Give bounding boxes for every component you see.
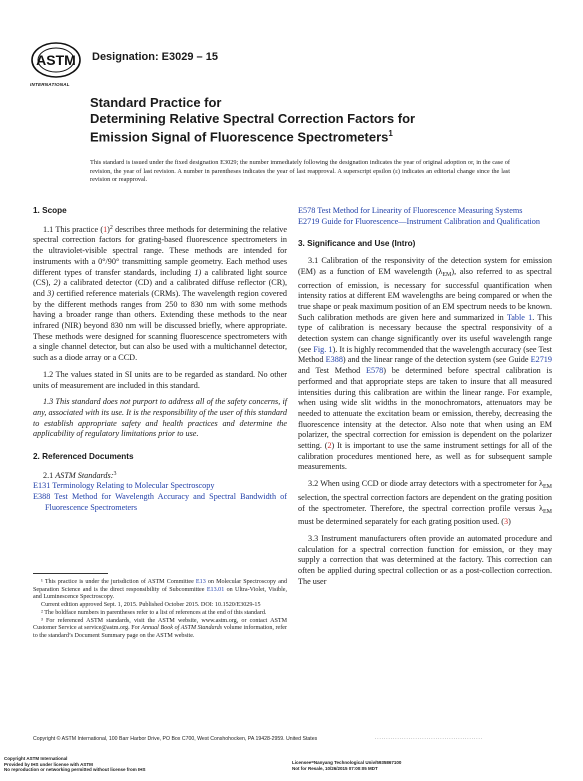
logo-subtitle: INTERNATIONAL: [30, 82, 70, 87]
copyright-line: Copyright © ASTM International, 100 Barr Harbor Drive, PO Box C700, West Conshohocken, PA 19428-2959. United States: [33, 736, 318, 742]
logo-text: ASTM: [36, 52, 76, 68]
reference-e131: E131 Terminology Relating to Molecular Spectroscopy: [33, 481, 215, 491]
footer-dots: ................................................: [375, 736, 483, 741]
link-table-1[interactable]: Table 1: [506, 312, 533, 322]
document-title: [90, 95, 510, 145]
link-e13[interactable]: E13: [195, 579, 206, 585]
footnote-mark-3: 3: [113, 470, 117, 477]
title-line-1: Standard Practice for: [90, 95, 222, 110]
reference-e388: E388 Test Method for Wavelength Accuracy and Spectral Bandwidth of Fluorescence Spectrometers: [33, 492, 287, 512]
standard-intro-note: This standard is issued under the fixed designation E3029; the number immediately following the designation indicates the year of original adoption or, in the case of revision, the year of last revision. A number in parentheses indicates the year of last reapproval. A superscript epsilon (ε) indicates an editorial change since the last revision or reapproval.: [90, 159, 510, 184]
footnote-mark-2: 2: [109, 224, 113, 231]
reference-link-3[interactable]: 3: [504, 517, 509, 527]
paragraph-3-1: 3.1 Calibration of the responsivity of the detection system for emission (EM) as a function of EM wavelength $(\lambda_{EM})$, also referred to as spectral correction of emission, is necessary for successful quantification when intensity ratios at different EM wavelengths are being compared or when the true shape or peak maximum position of an EM spectrum needs to be known. Such calibration methods are given here and summarized in Table 1. This type of calibration is necessary because the spectral responsivity of a detection system can change significantly over its useful wavelength range (see Fig. 1). It is highly recommended that the wavelength accuracy (see Test Method E388) and the linear range of the detection system (see Guide E2719 and Test Method E578) be determined before spectral calibration is performed and that appropriate steps are taken to insure that all measured intensities during this calibration are within the linear range. For example, when using wide slit widths in the monochromators, attenuators may be needed to attenuate the excitation beam or emission, thereby, decreasing the fluorescence intensity at the detector. Also note that when using an EM polarizer, the spectral correction for emission is dependent on the polarizer setting. (2) It is important to use the same instrument settings for all of the calibration procedures mentioned here, as well as for subsequent sample measurements.: [298, 256, 553, 472]
section-scope-heading: 1. Scope: [33, 206, 67, 215]
paragraph-2-1: 2.1 ASTM Standards:$^3$: [43, 470, 117, 480]
link-e131[interactable]: E131: [33, 481, 51, 491]
title-line-2: Determining Relative Spectral Correction Factors for: [90, 110, 416, 126]
reference-e578: E578 Test Method for Linearity of Fluorescence Measuring Systems: [298, 206, 523, 215]
paragraph-1-2: 1.2 The values stated in SI units are to be regarded as standard. No other units of measurement are included in this standard.: [33, 369, 287, 390]
footnote-1-edition: Current edition approved Sept. 1, 2015. Published October 2015. DOI: 10.1520/E3029-15: [41, 602, 261, 609]
footnotes: [33, 579, 287, 641]
title-footnote-mark: 1: [388, 129, 393, 138]
link-fig-1[interactable]: Fig. 1: [313, 344, 333, 354]
section-significance-heading: 3. Significance and Use (Intro): [298, 239, 416, 249]
paragraph-3-2: 3.2 When using CCD or diode array detectors with a spectrometer for $\lambda_{EM}$ selection, the spectral correction factors are dependent on the grating position of the spectrometer. Therefore, the spectral correction profile versus $\lambda_{EM}$ must be determined separately for each grating position used. (3): [298, 479, 552, 527]
link-e578-inline[interactable]: E578: [365, 366, 384, 376]
footnote-2: ² The boldface numbers in parentheses refer to a list of references at the end of this standard.: [41, 609, 267, 616]
reference-e2719: E2719 Guide for Fluorescence—Instrument Calibration and Qualification: [298, 216, 540, 226]
paragraph-1-3: 1.3 This standard does not purport to address all of the safety concerns, if any, associated with its use. It is the responsibility of the user of this standard to establish appropriate safety and health practices and determine the applicability of regulatory limitations prior to use.: [33, 397, 287, 439]
title-line-3-text: Emission Signal of Fluorescence Spectrometers: [90, 129, 389, 145]
title-line-3: [90, 126, 510, 145]
astm-logo: [30, 40, 82, 80]
link-e2719-inline[interactable]: E2719: [530, 355, 552, 365]
reference-link-2[interactable]: 2: [327, 441, 332, 451]
right-column: [298, 206, 552, 588]
license-left: Copyright ASTM International Provided by IHS under license with ASTM No reproduction or networking permitted without license from IHS: [4, 756, 146, 773]
link-e388[interactable]: E388: [33, 492, 51, 502]
footnote-3: ³ For referenced ASTM standards, visit the ASTM website, www.astm.org, or contact ASTM Customer Service at service@astm.org. For Annual Book of ASTM Standards volume information, refer to the standard’s Document Summary page on the ASTM website.: [33, 617, 288, 639]
reference-link-1[interactable]: 1: [103, 224, 108, 234]
left-column: [33, 206, 287, 514]
license-right: Licensee=Nanyang Technological Univ/5935867100 Not for Resale, 10/26/2015 07:00:05 MDT: [292, 760, 402, 771]
link-e2719[interactable]: E2719: [298, 216, 320, 226]
link-e578[interactable]: E578: [298, 206, 316, 215]
link-e388-inline[interactable]: E388: [325, 355, 343, 365]
paragraph-3-3: 3.3 Instrument manufacturers often provide an automated procedure and calculation for a spectral correction function for emission, or they may supply a correction that was determined at the factory. This correction can often be applied during spectral collection or as a post-collection correction. The user: [298, 533, 552, 586]
designation: Designation: E3029 – 15: [92, 51, 218, 63]
footnote-1: ¹ This practice is under the jurisdiction of ASTM Committee E13 on Molecular Spectroscopy and Separation Science and is the direct responsibility of Subcommittee E13.01 on Ultra-Violet, Visible, and Luminescence Spectroscopy.: [33, 579, 287, 601]
section-referenced-documents-heading: 2. Referenced Documents: [33, 452, 134, 462]
paragraph-1-1: 1.1 This practice $(1)^2$ describes three methods for determining the relative spectral correction factors for grating-based fluorescence spectrometers in the ultraviolet-visible spectral range. These methods are intended for instruments with a 0°/90° transmitting sample geometry. Each method uses different types of transfer standards, including 1) a calibrated light source (CS), 2) a calibrated detector (CD) and a calibrated diffuse reflector (CR), and 3) certified reference materials (CRMs). The wavelength region covered by the different methods ranges from 250 to 830 nm with some methods having a broader range than others. Extending these methods to the near infrared (NIR) beyond 830 nm will be discussed briefly, where appropriate. These methods were designed for scanning fluorescence spectrometers with a single channel detector, but can also be used with a multichannel detector, such as a diode array or a CCD.: [33, 224, 288, 363]
link-e13-01[interactable]: E13.01: [206, 586, 225, 593]
footnote-divider: [33, 573, 108, 574]
